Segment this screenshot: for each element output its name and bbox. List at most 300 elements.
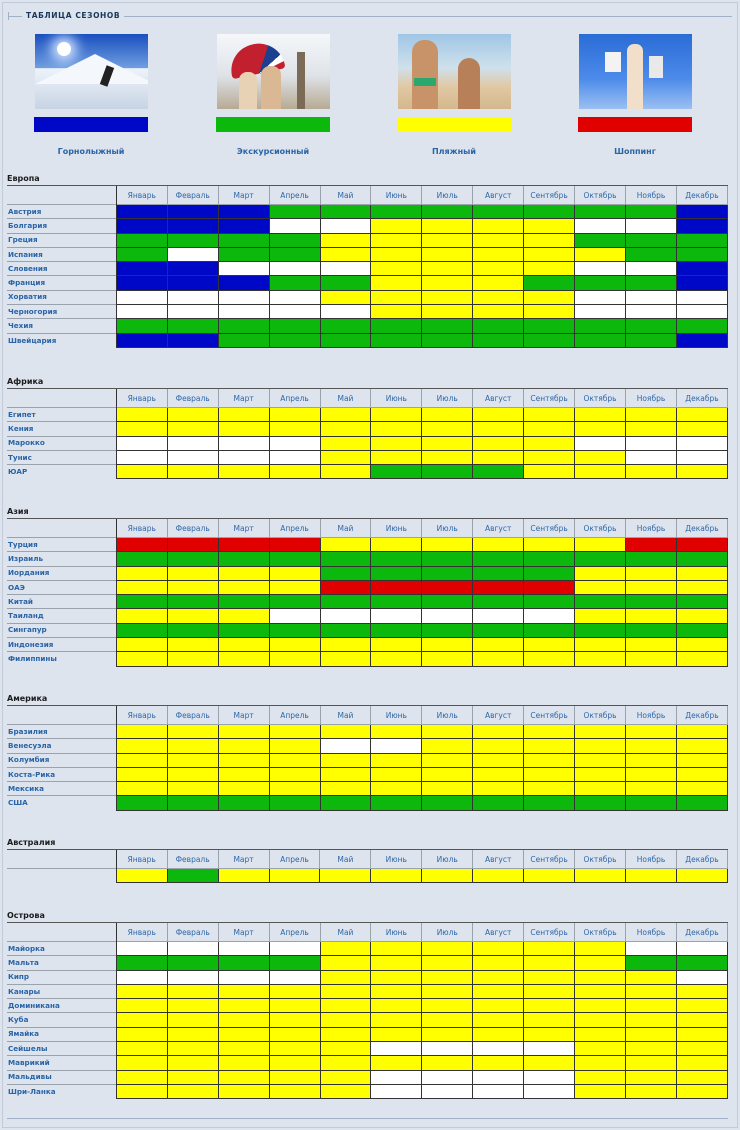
- season-cell: [473, 408, 524, 422]
- season-cell: [473, 1070, 524, 1084]
- country-link[interactable]: Сейшелы: [7, 1042, 116, 1056]
- season-cell: [218, 1070, 269, 1084]
- season-cell: [676, 247, 727, 261]
- season-cell: [575, 638, 626, 652]
- season-cell: [524, 205, 575, 219]
- season-cell: [371, 580, 422, 594]
- season-cell: [269, 782, 320, 796]
- season-cell: [371, 767, 422, 781]
- season-cell: [626, 1042, 677, 1056]
- country-link[interactable]: Иордания: [7, 566, 116, 580]
- legend-label-excursion: Экскурсионный: [236, 147, 310, 156]
- season-cell: [116, 970, 167, 984]
- region-1: [7, 375, 728, 479]
- season-cell: [116, 408, 167, 422]
- season-cell: [575, 942, 626, 956]
- season-cell: [422, 436, 473, 450]
- season-cell: [473, 552, 524, 566]
- season-cell: [320, 566, 371, 580]
- country-link[interactable]: Болгария: [7, 219, 116, 233]
- country-link[interactable]: Чехия: [7, 319, 116, 333]
- table-row: [7, 970, 728, 984]
- season-cell: [422, 942, 473, 956]
- season-cell: [269, 739, 320, 753]
- country-link[interactable]: Бразилия: [7, 725, 116, 739]
- season-cell: [371, 1056, 422, 1070]
- table-row: [7, 422, 728, 436]
- region-title: Европа: [7, 174, 40, 183]
- season-cell: [422, 233, 473, 247]
- table-row: [7, 233, 728, 247]
- country-link[interactable]: Ямайка: [7, 1027, 116, 1041]
- season-cell: [371, 956, 422, 970]
- season-cell: [116, 1013, 167, 1027]
- season-cell: [676, 984, 727, 998]
- season-cell: [116, 1056, 167, 1070]
- country-link[interactable]: Китай: [7, 595, 116, 609]
- season-cell: [676, 956, 727, 970]
- month-header: Февраль: [167, 923, 218, 942]
- season-cell: [269, 725, 320, 739]
- season-cell: [320, 1042, 371, 1056]
- season-cell: [676, 319, 727, 333]
- season-cell: [218, 290, 269, 304]
- season-cell: [626, 638, 677, 652]
- season-cell: [626, 1070, 677, 1084]
- country-link[interactable]: Коста-Рика: [7, 767, 116, 781]
- region-2: [7, 505, 728, 667]
- season-table: [7, 706, 728, 811]
- season-cell: [167, 609, 218, 623]
- season-cell: [422, 450, 473, 464]
- season-cell: [676, 999, 727, 1013]
- season-cell: [167, 753, 218, 767]
- season-cell: [116, 623, 167, 637]
- month-header: Декабрь: [676, 850, 727, 869]
- season-cell: [218, 595, 269, 609]
- season-cell: [167, 290, 218, 304]
- season-cell: [676, 652, 727, 666]
- season-cell: [473, 205, 524, 219]
- table-row: [7, 984, 728, 998]
- season-cell: [371, 609, 422, 623]
- country-link[interactable]: Кения: [7, 422, 116, 436]
- season-cell: [371, 970, 422, 984]
- country-link[interactable]: Турция: [7, 538, 116, 552]
- season-cell: [626, 767, 677, 781]
- season-cell: [218, 450, 269, 464]
- season-cell: [269, 205, 320, 219]
- season-cell: [371, 408, 422, 422]
- season-cell: [473, 1042, 524, 1056]
- country-link[interactable]: Марокко: [7, 436, 116, 450]
- legend-swatch-shopping: [578, 117, 692, 132]
- country-link[interactable]: Венесуэла: [7, 739, 116, 753]
- season-cell: [269, 566, 320, 580]
- season-cell: [524, 942, 575, 956]
- season-cell: [218, 970, 269, 984]
- season-cell: [371, 450, 422, 464]
- season-cell: [320, 638, 371, 652]
- season-cell: [269, 609, 320, 623]
- season-cell: [116, 595, 167, 609]
- season-cell: [218, 333, 269, 347]
- month-header: Июнь: [371, 519, 422, 538]
- season-cell: [473, 970, 524, 984]
- season-cell: [218, 319, 269, 333]
- season-cell: [524, 538, 575, 552]
- country-link[interactable]: Шри-Ланка: [7, 1084, 116, 1098]
- season-cell: [116, 436, 167, 450]
- month-header: Май: [320, 519, 371, 538]
- season-cell: [473, 1056, 524, 1070]
- season-cell: [676, 538, 727, 552]
- month-header: Февраль: [167, 389, 218, 408]
- season-cell: [167, 1027, 218, 1041]
- season-cell: [167, 623, 218, 637]
- country-link[interactable]: Тунис: [7, 450, 116, 464]
- country-link[interactable]: Канары: [7, 984, 116, 998]
- season-cell: [371, 595, 422, 609]
- month-header: Октябрь: [575, 850, 626, 869]
- season-cell: [626, 869, 677, 883]
- season-cell: [575, 796, 626, 810]
- country-link[interactable]: Таиланд: [7, 609, 116, 623]
- month-header: Декабрь: [676, 519, 727, 538]
- season-cell: [626, 796, 677, 810]
- season-cell: [116, 1042, 167, 1056]
- season-cell: [575, 609, 626, 623]
- country-link[interactable]: Израиль: [7, 552, 116, 566]
- legend-item-ski: [33, 34, 149, 156]
- season-cell: [320, 739, 371, 753]
- season-cell: [473, 725, 524, 739]
- season-cell: [320, 1027, 371, 1041]
- season-cell: [218, 869, 269, 883]
- season-cell: [626, 970, 677, 984]
- season-cell: [422, 869, 473, 883]
- season-cell: [218, 408, 269, 422]
- season-cell: [320, 1070, 371, 1084]
- season-cell: [524, 233, 575, 247]
- season-cell: [422, 782, 473, 796]
- season-cell: [676, 1027, 727, 1041]
- season-cell: [116, 247, 167, 261]
- season-cell: [626, 984, 677, 998]
- month-header: Ноябрь: [626, 389, 677, 408]
- season-cell: [473, 465, 524, 479]
- month-header: Апрель: [269, 923, 320, 942]
- season-cell: [575, 319, 626, 333]
- season-cell: [676, 1013, 727, 1027]
- country-link[interactable]: Маврикий: [7, 1056, 116, 1070]
- country-link[interactable]: Филиппины: [7, 652, 116, 666]
- season-cell: [473, 623, 524, 637]
- season-cell: [524, 552, 575, 566]
- season-cell: [269, 652, 320, 666]
- season-cell: [320, 869, 371, 883]
- season-cell: [524, 638, 575, 652]
- region-5: [7, 909, 728, 1099]
- month-header: Август: [473, 923, 524, 942]
- season-cell: [676, 869, 727, 883]
- country-link[interactable]: Греция: [7, 233, 116, 247]
- season-cell: [575, 767, 626, 781]
- country-link[interactable]: Мальдивы: [7, 1070, 116, 1084]
- season-cell: [676, 1070, 727, 1084]
- country-link[interactable]: Сингапур: [7, 623, 116, 637]
- season-cell: [575, 1070, 626, 1084]
- season-cell: [218, 247, 269, 261]
- season-cell: [626, 465, 677, 479]
- season-cell: [269, 1070, 320, 1084]
- season-cell: [626, 276, 677, 290]
- header-corner: [7, 706, 116, 725]
- season-cell: [676, 450, 727, 464]
- season-cell: [626, 319, 677, 333]
- season-cell: [626, 436, 677, 450]
- season-cell: [473, 942, 524, 956]
- season-cell: [626, 247, 677, 261]
- month-header: Октябрь: [575, 923, 626, 942]
- table-row: [7, 247, 728, 261]
- season-cell: [320, 725, 371, 739]
- month-header: Февраль: [167, 519, 218, 538]
- country-link[interactable]: Швейцария: [7, 333, 116, 347]
- country-link[interactable]: ОАЭ: [7, 580, 116, 594]
- season-cell: [116, 942, 167, 956]
- season-cell: [626, 580, 677, 594]
- month-header: Декабрь: [676, 389, 727, 408]
- season-cell: [422, 984, 473, 998]
- month-header: Декабрь: [676, 186, 727, 205]
- country-link[interactable]: США: [7, 796, 116, 810]
- season-cell: [167, 436, 218, 450]
- country-link[interactable]: Словения: [7, 262, 116, 276]
- season-cell: [269, 595, 320, 609]
- season-cell: [473, 869, 524, 883]
- season-cell: [676, 219, 727, 233]
- season-cell: [269, 247, 320, 261]
- season-cell: [626, 305, 677, 319]
- season-cell: [218, 538, 269, 552]
- country-link[interactable]: Хорватия: [7, 290, 116, 304]
- season-cell: [371, 290, 422, 304]
- season-cell: [626, 333, 677, 347]
- season-cell: [269, 869, 320, 883]
- season-cell: [524, 276, 575, 290]
- country-link[interactable]: Колумбия: [7, 753, 116, 767]
- season-cell: [320, 233, 371, 247]
- season-cell: [626, 753, 677, 767]
- season-cell: [422, 623, 473, 637]
- table-row: [7, 290, 728, 304]
- season-cell: [676, 233, 727, 247]
- season-cell: [676, 609, 727, 623]
- season-cell: [167, 956, 218, 970]
- season-cell: [524, 580, 575, 594]
- season-cell: [167, 1084, 218, 1098]
- season-cell: [269, 1027, 320, 1041]
- season-cell: [626, 205, 677, 219]
- month-header: Август: [473, 389, 524, 408]
- season-cell: [422, 333, 473, 347]
- country-link[interactable]: Черногория: [7, 305, 116, 319]
- season-cell: [320, 1056, 371, 1070]
- season-cell: [524, 450, 575, 464]
- country-link[interactable]: Кипр: [7, 970, 116, 984]
- season-cell: [218, 205, 269, 219]
- month-header-row: [7, 923, 728, 942]
- season-cell: [422, 767, 473, 781]
- season-cell: [676, 305, 727, 319]
- season-table: [7, 923, 728, 1099]
- country-link[interactable]: Доминикана: [7, 999, 116, 1013]
- season-cell: [371, 262, 422, 276]
- season-cell: [473, 538, 524, 552]
- legend-label-ski: Горнолыжный: [57, 147, 125, 156]
- season-cell: [575, 725, 626, 739]
- season-cell: [269, 262, 320, 276]
- month-header: Сентябрь: [524, 850, 575, 869]
- month-header: Июль: [422, 389, 473, 408]
- season-cell: [575, 465, 626, 479]
- country-link[interactable]: Франция: [7, 276, 116, 290]
- season-cell: [320, 290, 371, 304]
- country-link[interactable]: Куба: [7, 1013, 116, 1027]
- season-cell: [524, 262, 575, 276]
- tourists-umbrella-photo: [217, 34, 330, 109]
- season-cell: [218, 580, 269, 594]
- legend-swatch-ski: [34, 117, 148, 132]
- season-cell: [269, 276, 320, 290]
- season-table: [7, 850, 728, 883]
- region-3: [7, 692, 728, 811]
- season-cell: [269, 305, 320, 319]
- table-row: [7, 219, 728, 233]
- season-cell: [320, 753, 371, 767]
- season-cell: [422, 262, 473, 276]
- country-link[interactable]: Египет: [7, 408, 116, 422]
- month-header: Январь: [116, 706, 167, 725]
- season-cell: [167, 333, 218, 347]
- month-header: Май: [320, 389, 371, 408]
- season-cell: [320, 465, 371, 479]
- season-cell: [473, 333, 524, 347]
- season-cell: [371, 942, 422, 956]
- country-link[interactable]: Мексика: [7, 782, 116, 796]
- season-cell: [116, 796, 167, 810]
- country-link[interactable]: Майорка: [7, 942, 116, 956]
- season-cell: [269, 436, 320, 450]
- season-cell: [575, 1056, 626, 1070]
- season-cell: [269, 319, 320, 333]
- season-cell: [676, 262, 727, 276]
- season-cell: [371, 638, 422, 652]
- season-cell: [116, 767, 167, 781]
- season-cell: [524, 1013, 575, 1027]
- country-link[interactable]: ЮАР: [7, 465, 116, 479]
- country-link[interactable]: Испания: [7, 247, 116, 261]
- season-cell: [422, 753, 473, 767]
- season-cell: [371, 319, 422, 333]
- season-cell: [626, 290, 677, 304]
- month-header: Июнь: [371, 389, 422, 408]
- season-cell: [473, 276, 524, 290]
- legend-label-shopping: Шоппинг: [614, 147, 656, 156]
- season-cell: [371, 782, 422, 796]
- month-header: Июль: [422, 706, 473, 725]
- season-cell: [473, 753, 524, 767]
- season-cell: [626, 552, 677, 566]
- season-cell: [524, 1027, 575, 1041]
- season-cell: [575, 956, 626, 970]
- season-cell: [218, 552, 269, 566]
- season-cell: [269, 233, 320, 247]
- season-cell: [524, 566, 575, 580]
- season-cell: [422, 1042, 473, 1056]
- season-cell: [371, 333, 422, 347]
- season-cell: [524, 999, 575, 1013]
- season-cell: [422, 552, 473, 566]
- season-cell: [626, 450, 677, 464]
- month-header: Июнь: [371, 850, 422, 869]
- season-cell: [269, 408, 320, 422]
- season-cell: [167, 739, 218, 753]
- season-cell: [626, 609, 677, 623]
- country-link[interactable]: Мальта: [7, 956, 116, 970]
- season-cell: [575, 219, 626, 233]
- month-header: Май: [320, 850, 371, 869]
- season-cell: [473, 436, 524, 450]
- month-header: Январь: [116, 389, 167, 408]
- country-link[interactable]: Австрия: [7, 205, 116, 219]
- season-cell: [116, 1070, 167, 1084]
- month-header: Февраль: [167, 850, 218, 869]
- season-cell: [371, 869, 422, 883]
- season-cell: [473, 1084, 524, 1098]
- table-row: [7, 538, 728, 552]
- season-cell: [676, 595, 727, 609]
- season-cell: [218, 999, 269, 1013]
- season-cell: [524, 623, 575, 637]
- season-cell: [422, 970, 473, 984]
- season-cell: [116, 552, 167, 566]
- season-cell: [371, 796, 422, 810]
- section-header: [8, 8, 732, 24]
- season-cell: [116, 205, 167, 219]
- region-title: Австралия: [7, 838, 56, 847]
- month-header: Июль: [422, 519, 473, 538]
- season-cell: [575, 1042, 626, 1056]
- season-cell: [167, 942, 218, 956]
- season-cell: [320, 305, 371, 319]
- season-cell: [422, 305, 473, 319]
- season-cell: [473, 999, 524, 1013]
- table-row: [7, 638, 728, 652]
- table-row: [7, 623, 728, 637]
- table-row: [7, 450, 728, 464]
- season-cell: [473, 595, 524, 609]
- season-cell: [269, 1056, 320, 1070]
- country-link[interactable]: Индонезия: [7, 638, 116, 652]
- season-cell: [676, 623, 727, 637]
- season-cell: [218, 1027, 269, 1041]
- month-header: Август: [473, 850, 524, 869]
- table-row: [7, 956, 728, 970]
- season-cell: [371, 999, 422, 1013]
- month-header: Ноябрь: [626, 706, 677, 725]
